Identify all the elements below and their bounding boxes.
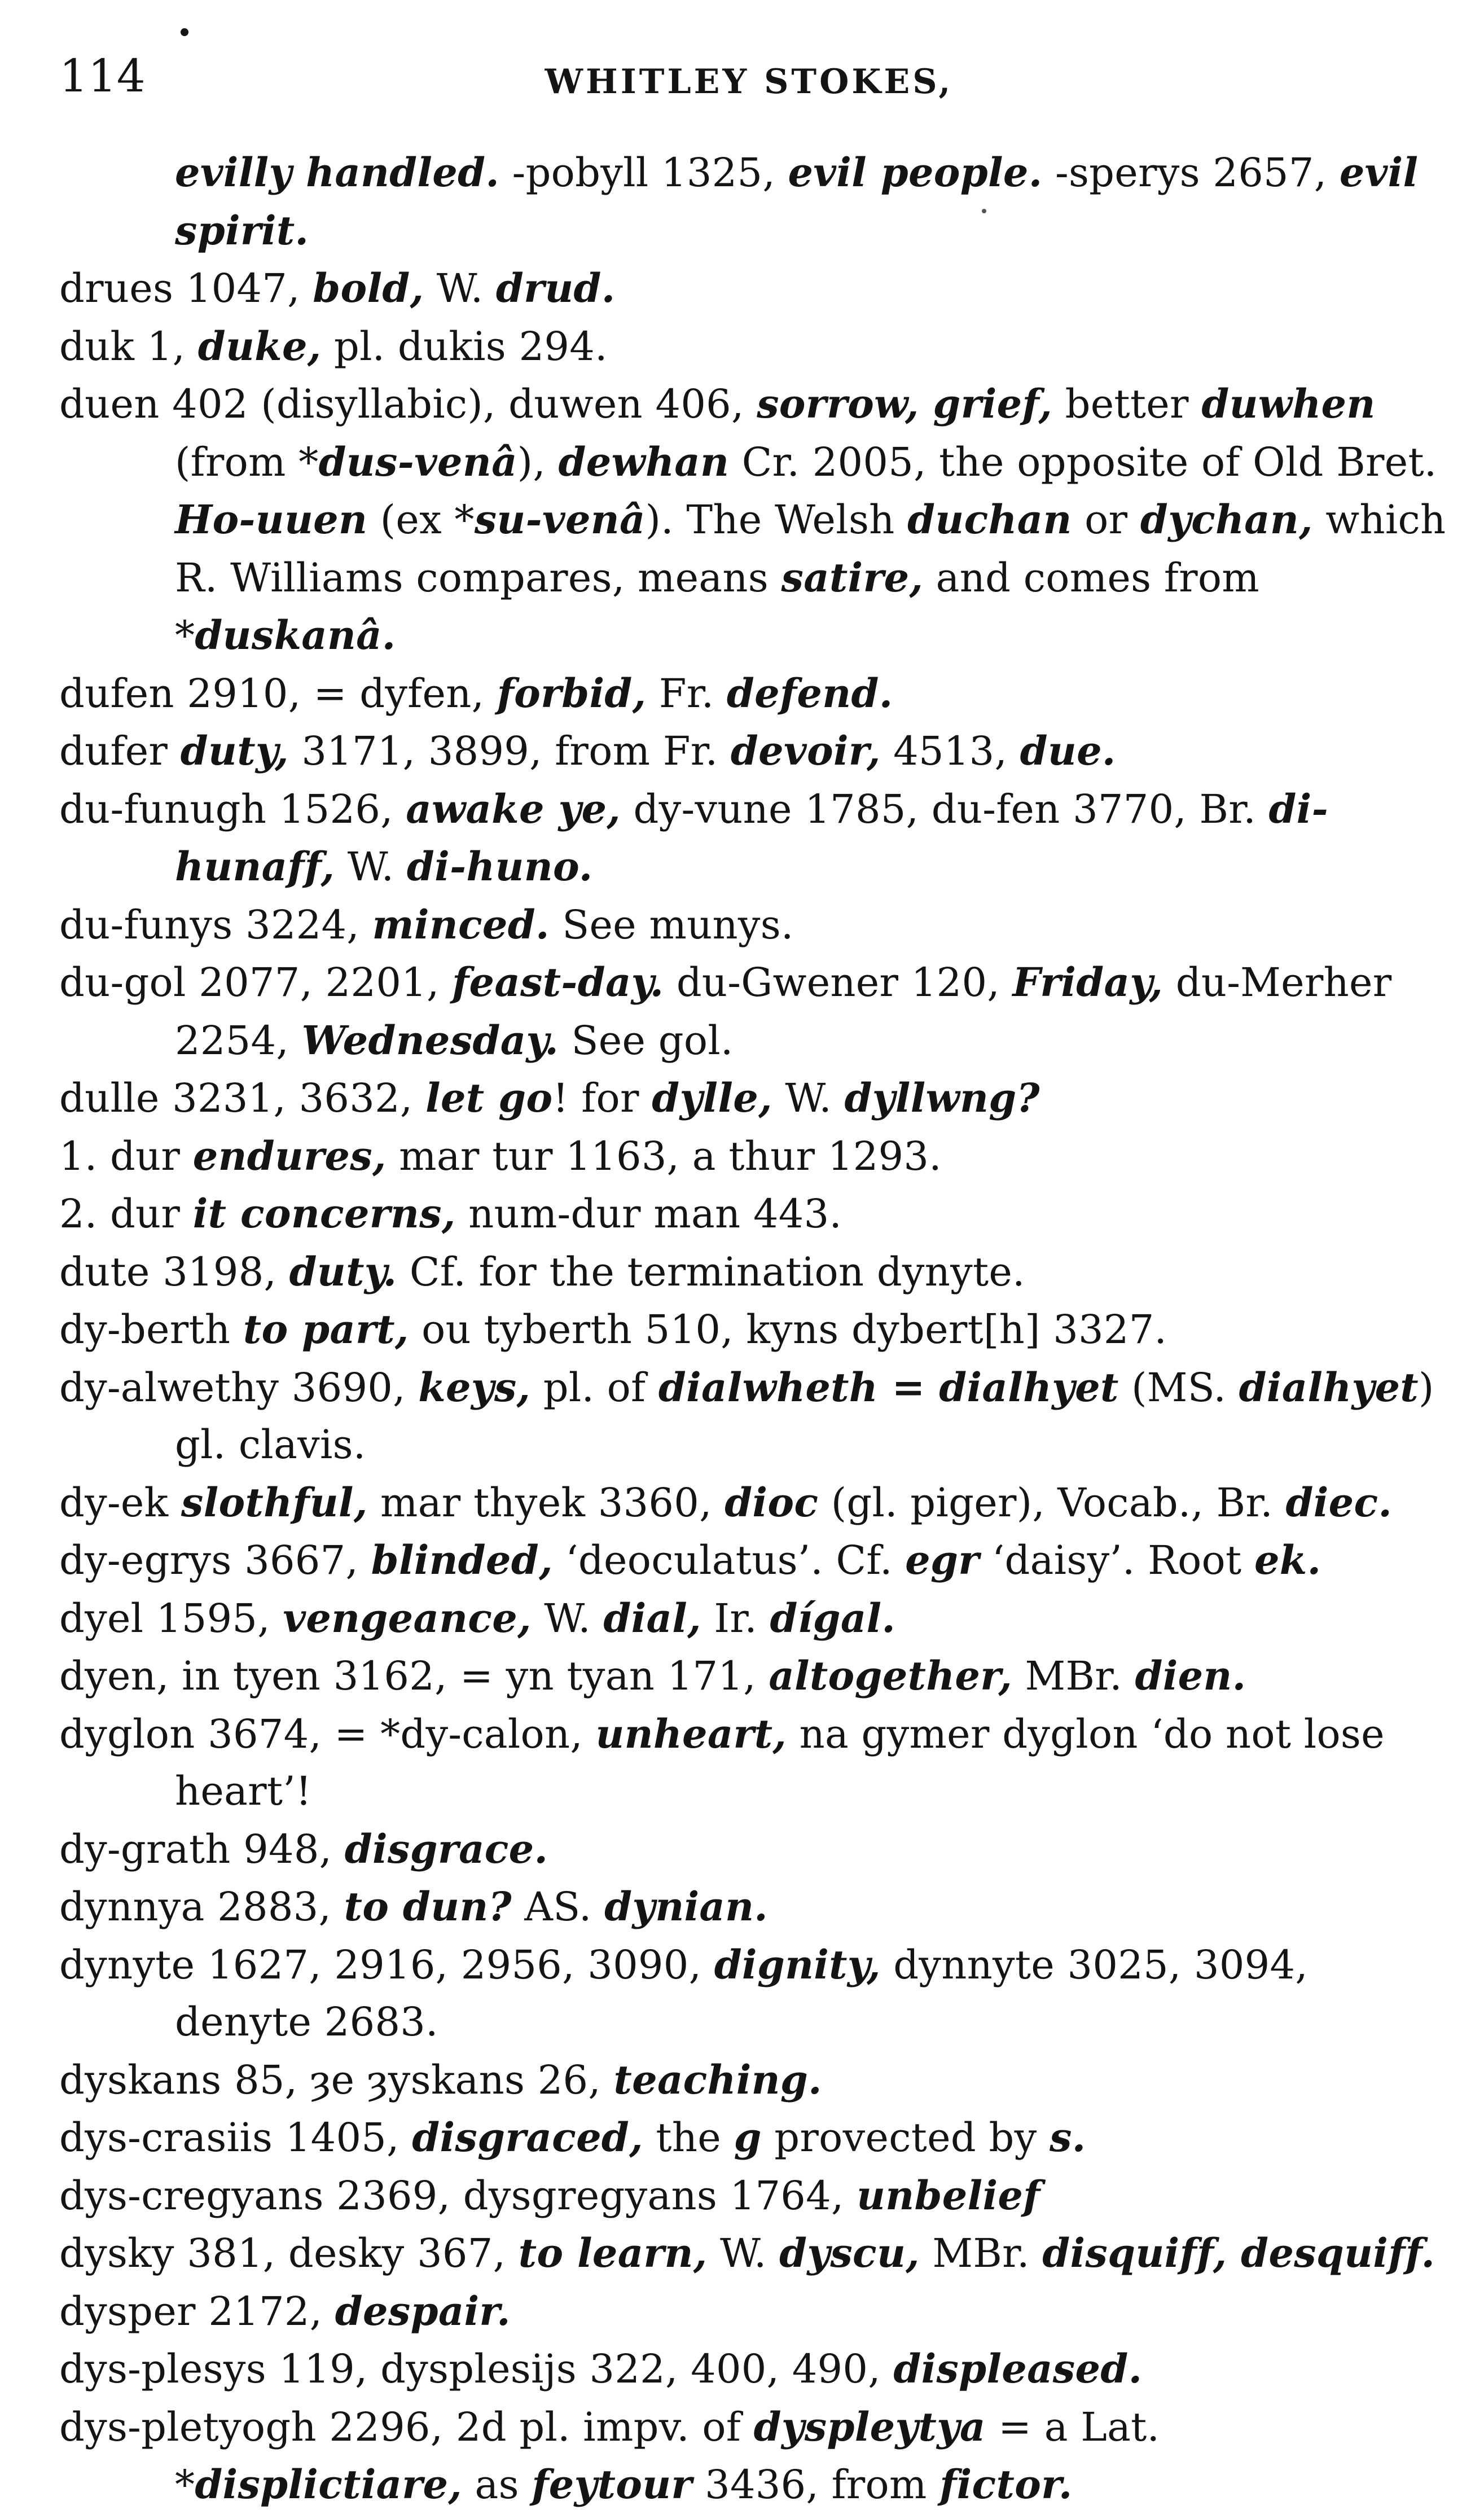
running-title: WHITLEY STOKES, xyxy=(545,62,954,102)
entry-gloss: egr xyxy=(905,1537,980,1583)
entry-text: -pobyll 1325, xyxy=(499,150,788,196)
entry-text: ‘daisy’. Root xyxy=(979,1537,1254,1583)
entry-gloss: disgraced, xyxy=(412,2114,643,2161)
entry-gloss: drud. xyxy=(495,265,616,311)
glossary-entry xyxy=(59,1243,1447,1301)
glossary-entry xyxy=(59,2398,1447,2514)
entry-gloss: feast-day. xyxy=(452,959,664,1006)
entry-text: duk 1, xyxy=(59,323,198,370)
entry-gloss: fictor. xyxy=(939,2461,1073,2508)
entry-gloss: dus-venâ xyxy=(318,438,517,485)
entry-gloss: minced. xyxy=(372,901,550,948)
entry-text: dys-pletyogh 2296, 2d pl. impv. of xyxy=(59,2403,754,2450)
entry-gloss: su-venâ xyxy=(474,496,646,543)
entry-gloss: di-huno. xyxy=(406,843,593,890)
entry-text: W. xyxy=(707,2230,780,2276)
entry-text: which R. Williams compares, means xyxy=(175,497,1446,601)
entry-gloss: endures, xyxy=(192,1132,387,1179)
entry-text: ‘deoculatus’. Cf. xyxy=(552,1537,906,1583)
glossary-entry xyxy=(59,2340,1447,2398)
entry-gloss: bold, xyxy=(313,265,424,311)
entry-text: as xyxy=(462,2462,532,2508)
entry-gloss: g xyxy=(734,2114,762,2161)
entry-text: dy-vune 1785, du-fen 3770, Br. xyxy=(620,786,1269,832)
entry-gloss: disquiff, desquiff. xyxy=(1042,2230,1435,2276)
glossary-entry xyxy=(59,896,1447,954)
entry-text: dute 3198, xyxy=(59,1248,289,1295)
entry-gloss: let go xyxy=(425,1074,553,1121)
entry-text: Cr. 2005, the opposite of Old Bret. xyxy=(729,438,1437,485)
glossary-entry xyxy=(59,665,1447,723)
entry-text: du-Merher 2254, xyxy=(175,959,1392,1064)
glossary-entry xyxy=(59,1185,1447,1243)
glossary-entry xyxy=(59,1705,1447,1820)
entry-text: W. xyxy=(424,265,496,311)
entry-gloss: dignity, xyxy=(714,1941,881,1988)
entry-text: = a Lat. * xyxy=(175,2403,1160,2508)
entry-text: dynnyte 3025, 3094, denyte 2683. xyxy=(175,1941,1308,2045)
entry-gloss: ek. xyxy=(1254,1537,1321,1583)
glossary-entry xyxy=(59,144,1447,260)
entry-text: dyel 1595, xyxy=(59,1595,283,1642)
entry-text: and comes from * xyxy=(175,554,1259,659)
entry-text: dys-cregyans 2369, dysgregyans 1764, xyxy=(59,2172,857,2219)
entry-gloss: satire, xyxy=(781,554,924,601)
entry-gloss: dialhyet xyxy=(1239,1363,1419,1411)
entry-gloss: dylle, xyxy=(652,1074,772,1121)
entry-text: W. xyxy=(531,1595,604,1642)
entry-text: ! for xyxy=(552,1075,652,1121)
entry-gloss: evil spirit. xyxy=(175,149,1419,254)
entry-text: ). The Welsh xyxy=(645,497,908,543)
running-head xyxy=(59,48,1439,104)
entry-gloss: evil people. xyxy=(788,149,1043,196)
entry-text: dyen, in tyen 3162, = yn tyan 171, xyxy=(59,1653,769,1699)
entry-gloss: feytour xyxy=(532,2461,692,2508)
entry-text: ) gl. clavis. xyxy=(175,1364,1434,1468)
entry-gloss: forbid, xyxy=(497,669,647,717)
entry-text: See munys. xyxy=(549,901,794,948)
entry-gloss: dynian. xyxy=(604,1883,768,1930)
ink-speck xyxy=(181,28,188,36)
glossary-entry xyxy=(59,2051,1447,2109)
glossary-entry xyxy=(59,1069,1447,1127)
glossary-entry xyxy=(59,1647,1447,1705)
glossary-entry xyxy=(59,318,1447,376)
entry-text: See gol. xyxy=(559,1017,734,1064)
entry-text: mar thyek 3360, xyxy=(367,1479,725,1526)
entry-text: dyglon 3674, = *dy-calon, xyxy=(59,1710,596,1757)
entry-text: (from * xyxy=(175,438,319,485)
entry-text: (MS. xyxy=(1118,1364,1239,1411)
entry-text: -sperys 2657, xyxy=(1042,150,1340,196)
entry-gloss: dioc xyxy=(725,1478,819,1526)
entry-gloss: awake ye, xyxy=(406,785,621,832)
entry-gloss: dialwheth = dialhyet xyxy=(658,1363,1119,1411)
entry-text: dynyte 1627, 2916, 2956, 3090, xyxy=(59,1941,714,1988)
entry-gloss: Friday, xyxy=(1012,959,1164,1006)
entry-text: dy-grath 948, xyxy=(59,1826,345,1872)
glossary-entry xyxy=(59,260,1447,318)
entry-gloss: to part, xyxy=(243,1306,409,1353)
entry-text: dys-crasiis 1405, xyxy=(59,2114,412,2161)
entry-text: dulle 3231, 3632, xyxy=(59,1075,426,1121)
glossary-entry xyxy=(59,2283,1447,2341)
entry-text: dufer xyxy=(59,728,181,774)
entry-gloss: teaching. xyxy=(613,2056,822,2103)
glossary-entry xyxy=(59,1127,1447,1186)
glossary-entry xyxy=(59,780,1447,896)
entry-text: W. xyxy=(772,1075,845,1121)
entry-gloss: disgrace. xyxy=(344,1825,548,1872)
entry-text: 4513, xyxy=(880,728,1020,774)
entry-text: provected by xyxy=(761,2114,1050,2161)
entry-text: dys-plesys 119, dysplesijs 322, 400, 490, xyxy=(59,2346,894,2392)
entry-gloss: sorrow, grief, xyxy=(757,380,1053,427)
entry-text: pl. dukis 294. xyxy=(321,323,608,370)
entry-gloss: to learn, xyxy=(518,2230,708,2276)
entry-gloss: it concerns, xyxy=(192,1190,456,1237)
entry-text: MBr. xyxy=(1012,1653,1135,1699)
entry-gloss: due. xyxy=(1020,727,1116,774)
entry-text: 1. dur xyxy=(59,1133,193,1179)
entry-text: du-gol 2077, 2201, xyxy=(59,959,453,1006)
glossary-entries xyxy=(59,144,1447,2514)
entry-text: Ir. xyxy=(701,1595,770,1642)
entry-text: Cf. for the termination dynyte. xyxy=(397,1248,1025,1295)
entry-text: ), xyxy=(517,438,559,485)
entry-text: W. xyxy=(335,844,407,890)
glossary-entry xyxy=(59,1532,1447,1590)
entry-text: MBr. xyxy=(919,2230,1043,2276)
entry-gloss: vengeance, xyxy=(283,1594,532,1642)
entry-text: (ex * xyxy=(367,497,475,543)
glossary-entry xyxy=(59,1359,1447,1474)
entry-gloss: s. xyxy=(1050,2114,1086,2161)
entry-text: du-Gwener 120, xyxy=(664,959,1013,1006)
entry-gloss: devoir, xyxy=(730,727,881,774)
entry-text: 3171, 3899, from Fr. xyxy=(288,728,731,774)
entry-text: drues 1047, xyxy=(59,265,313,311)
entry-text: na gymer dyglon ‘do not lose heart’! xyxy=(175,1710,1385,1814)
entry-text: 2. dur xyxy=(59,1191,193,1237)
entry-text: num-dur man 443. xyxy=(455,1191,842,1237)
glossary-entry xyxy=(59,2225,1447,2283)
entry-text: dynnya 2883, xyxy=(59,1884,344,1930)
entry-gloss: despair. xyxy=(335,2287,511,2335)
glossary-entry xyxy=(59,722,1447,780)
glossary-entry xyxy=(59,1820,1447,1879)
entry-text: dy-berth xyxy=(59,1306,243,1353)
entry-text: AS. xyxy=(511,1884,605,1930)
entry-gloss: duskanâ. xyxy=(195,612,396,659)
entry-gloss: altogether, xyxy=(769,1652,1012,1699)
entry-gloss: duke, xyxy=(197,322,322,370)
entry-gloss: blinded, xyxy=(371,1537,553,1583)
entry-gloss: dyllwng? xyxy=(844,1074,1040,1121)
entry-text: ou tyberth 510, kyns dybert[h] 3327. xyxy=(409,1306,1167,1353)
entry-text: duen 402 (disyllabic), duwen 406, xyxy=(59,381,757,427)
entry-gloss: duty, xyxy=(180,727,289,774)
entry-text: dy-egrys 3667, xyxy=(59,1537,371,1583)
entry-text: pl. of xyxy=(530,1364,658,1411)
entry-gloss: keys, xyxy=(418,1363,531,1411)
entry-text: du-funys 3224, xyxy=(59,901,372,948)
entry-text: dy-ek xyxy=(59,1479,181,1526)
entry-gloss: diec. xyxy=(1285,1478,1393,1526)
entry-gloss: Ho-uuen xyxy=(175,496,368,543)
entry-gloss: dien. xyxy=(1135,1652,1246,1699)
entry-gloss: evilly handled. xyxy=(175,149,500,196)
entry-gloss: dyscu, xyxy=(779,2230,920,2276)
entry-gloss: duty. xyxy=(289,1248,397,1295)
entry-gloss: Wednesday. xyxy=(301,1016,559,1064)
entry-text: dyskans 85, ȝe ȝyskans 26, xyxy=(59,2056,614,2103)
entry-gloss: dial, xyxy=(603,1594,701,1642)
glossary-entry xyxy=(59,2167,1447,2225)
glossary-entry xyxy=(59,954,1447,1069)
entry-text: du-funugh 1526, xyxy=(59,786,406,832)
entry-text: or xyxy=(1072,497,1140,543)
entry-gloss: unbelief xyxy=(857,2171,1040,2219)
entry-gloss: dígal. xyxy=(770,1594,896,1642)
glossary-entry xyxy=(59,1590,1447,1648)
entry-text: dufen 2910, = dyfen, xyxy=(59,670,497,717)
entry-gloss: di-hunaff, xyxy=(175,785,1328,890)
entry-gloss: dychan, xyxy=(1140,496,1313,543)
entry-text: dysky 381, desky 367, xyxy=(59,2230,519,2276)
entry-text: the xyxy=(643,2114,734,2161)
entry-gloss: displeased. xyxy=(893,2345,1143,2392)
glossary-entry xyxy=(59,1936,1447,2051)
entry-text: (gl. piger), Vocab., Br. xyxy=(818,1479,1286,1526)
entry-text: Fr. xyxy=(646,670,727,717)
entry-gloss: dewhan xyxy=(558,438,730,485)
glossary-entry xyxy=(59,2109,1447,2167)
entry-gloss: displictiare, xyxy=(195,2461,462,2508)
entry-gloss: to dun? xyxy=(344,1883,512,1930)
entry-gloss: duwhen xyxy=(1201,380,1376,427)
entry-gloss: dyspleytya xyxy=(753,2403,986,2450)
entry-text: 3436, from xyxy=(692,2462,940,2508)
entry-text: dy-alwethy 3690, xyxy=(59,1364,419,1411)
entry-gloss: duchan xyxy=(907,496,1072,543)
entry-text: better xyxy=(1052,381,1202,427)
entry-gloss: unheart, xyxy=(595,1710,787,1757)
glossary-entry xyxy=(59,375,1447,665)
entry-text: dysper 2172, xyxy=(59,2288,335,2335)
page-number: 114 xyxy=(59,50,146,102)
glossary-entry xyxy=(59,1474,1447,1532)
entry-text: mar tur 1163, a thur 1293. xyxy=(386,1133,942,1179)
glossary-entry xyxy=(59,1878,1447,1936)
glossary-entry xyxy=(59,1301,1447,1359)
entry-gloss: defend. xyxy=(726,669,893,717)
entry-gloss: slothful, xyxy=(181,1478,368,1526)
